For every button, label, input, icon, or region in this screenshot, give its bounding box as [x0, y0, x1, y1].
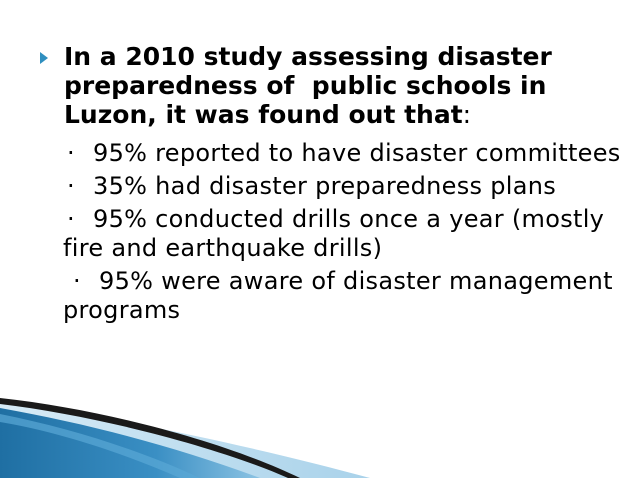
findings-list: [63, 139, 623, 329]
bullet-dot-icon: ·: [67, 205, 75, 233]
list-item-text: 95% were aware of disaster management programs: [63, 267, 621, 324]
list-item: [63, 172, 623, 201]
heading-text: In a 2010 study assessing disaster preparedness of public schools in Luzon, it was found out that: [64, 42, 561, 129]
slide-heading: [64, 42, 624, 129]
list-item-text: 95% reported to have disaster committees: [93, 139, 621, 167]
list-item-text: 95% conducted drills once a year (mostly fire and earthquake drills): [63, 205, 613, 262]
list-item: [63, 267, 623, 325]
arrow-bullet-icon: [40, 52, 48, 64]
bullet-dot-icon: ·: [67, 172, 75, 200]
bullet-dot-icon: ·: [67, 139, 75, 167]
decorative-wave-graphic: [0, 390, 638, 478]
bullet-dot-icon: ·: [73, 267, 81, 295]
list-item-text: 35% had disaster preparedness plans: [93, 172, 557, 200]
heading-colon: :: [462, 100, 472, 129]
list-item: [63, 139, 623, 168]
list-item: [63, 205, 623, 263]
